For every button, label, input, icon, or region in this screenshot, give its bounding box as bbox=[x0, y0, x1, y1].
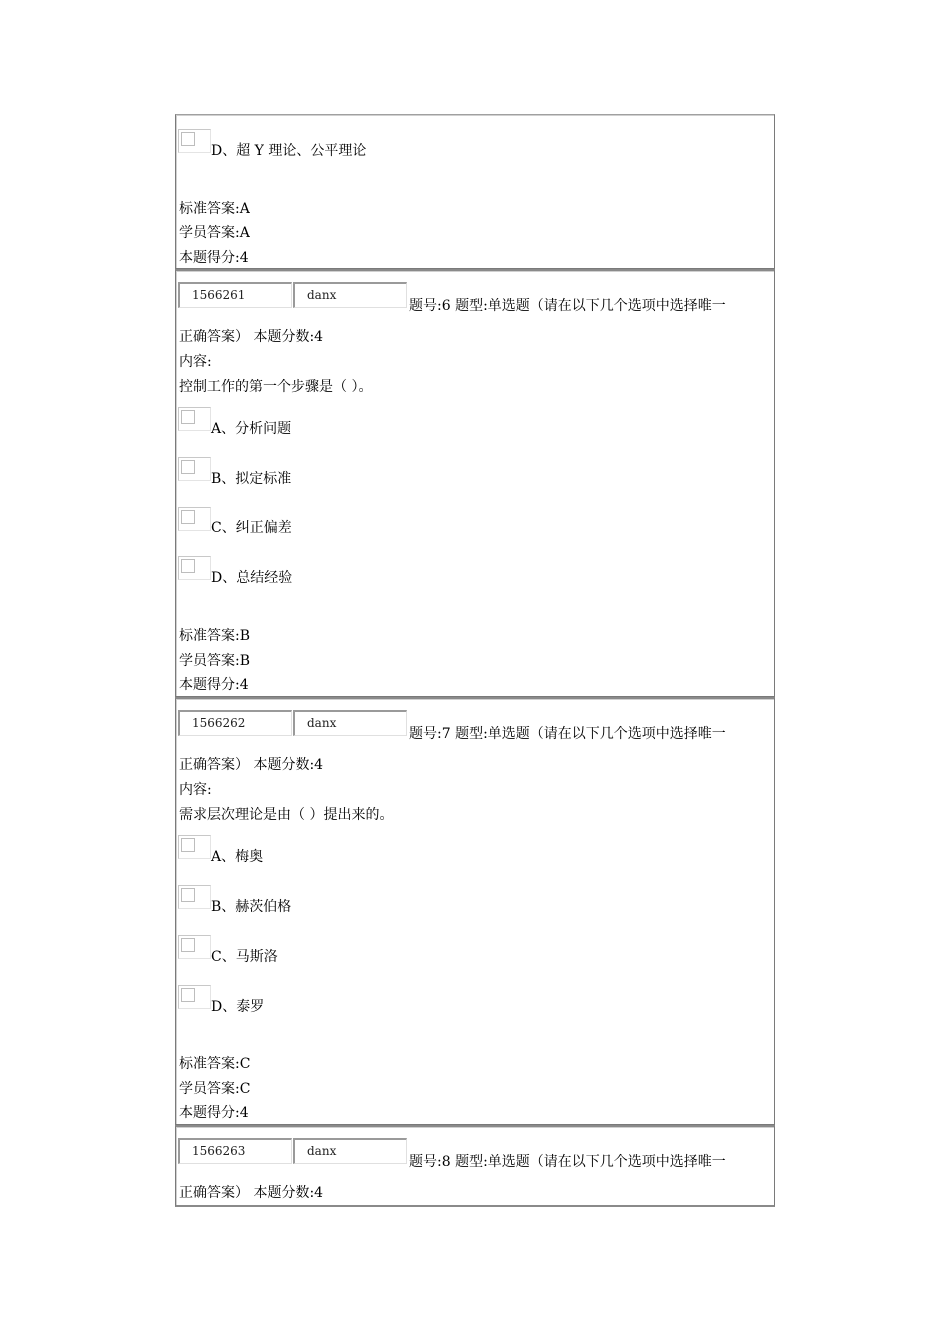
question-header-line2: 正确答案） 本题分数:4 bbox=[179, 1185, 324, 1201]
question-header-line2: 正确答案） 本题分数:4 bbox=[179, 329, 324, 345]
standard-answer: 标准答案:C bbox=[179, 1056, 251, 1072]
option-b-label: B、赫茨伯格 bbox=[211, 899, 292, 915]
option-d-checkbox[interactable] bbox=[178, 556, 211, 580]
question-block-8 bbox=[175, 1125, 775, 1207]
option-b-label: B、拟定标准 bbox=[211, 471, 292, 487]
question-header-line1: 题号:8 题型:单选题（请在以下几个选项中选择唯一 bbox=[409, 1154, 726, 1170]
question-block-7 bbox=[175, 697, 775, 1125]
option-a-checkbox[interactable] bbox=[178, 407, 211, 431]
option-c-checkbox[interactable] bbox=[178, 935, 211, 959]
question-type-field[interactable]: danx bbox=[293, 282, 407, 308]
option-c-label: C、纠正偏差 bbox=[211, 520, 292, 536]
option-b-checkbox[interactable] bbox=[178, 885, 211, 909]
question-text: 控制工作的第一个步骤是（ ）。 bbox=[179, 379, 373, 395]
student-answer: 学员答案:A bbox=[179, 225, 250, 241]
option-a-checkbox[interactable] bbox=[178, 835, 211, 859]
content-label: 内容: bbox=[179, 782, 212, 798]
option-d-label: D、泰罗 bbox=[211, 999, 265, 1015]
option-d-label: D、超 Y 理论、公平理论 bbox=[211, 143, 367, 159]
question-text: 需求层次理论是由（ ）提出来的。 bbox=[179, 807, 394, 823]
standard-answer: 标准答案:A bbox=[179, 201, 250, 217]
question-score: 本题得分:4 bbox=[179, 1105, 249, 1121]
question-type-field[interactable]: danx bbox=[293, 1138, 407, 1164]
question-header-line2: 正确答案） 本题分数:4 bbox=[179, 757, 324, 773]
student-answer: 学员答案:C bbox=[179, 1081, 251, 1097]
option-b-checkbox[interactable] bbox=[178, 457, 211, 481]
question-header-line1: 题号:6 题型:单选题（请在以下几个选项中选择唯一 bbox=[409, 298, 726, 314]
student-answer: 学员答案:B bbox=[179, 653, 251, 669]
exam-sheet bbox=[175, 114, 775, 1207]
question-id-field[interactable]: 1566262 bbox=[178, 710, 292, 736]
question-block-6 bbox=[175, 269, 775, 697]
question-score: 本题得分:4 bbox=[179, 250, 249, 266]
option-d-checkbox[interactable] bbox=[178, 985, 211, 1009]
standard-answer: 标准答案:B bbox=[179, 628, 251, 644]
option-c-label: C、马斯洛 bbox=[211, 949, 278, 965]
option-a-label: A、分析问题 bbox=[211, 421, 292, 437]
question-score: 本题得分:4 bbox=[179, 677, 249, 693]
question-id-field[interactable]: 1566261 bbox=[178, 282, 292, 308]
option-d-label: D、总结经验 bbox=[211, 570, 293, 586]
question-id-field[interactable]: 1566263 bbox=[178, 1138, 292, 1164]
option-c-checkbox[interactable] bbox=[178, 507, 211, 531]
question-block-5 bbox=[175, 114, 775, 269]
question-header-line1: 题号:7 题型:单选题（请在以下几个选项中选择唯一 bbox=[409, 726, 726, 742]
content-label: 内容: bbox=[179, 354, 212, 370]
question-type-field[interactable]: danx bbox=[293, 710, 407, 736]
option-d-checkbox[interactable] bbox=[178, 129, 211, 153]
option-a-label: A、梅奥 bbox=[211, 849, 264, 865]
